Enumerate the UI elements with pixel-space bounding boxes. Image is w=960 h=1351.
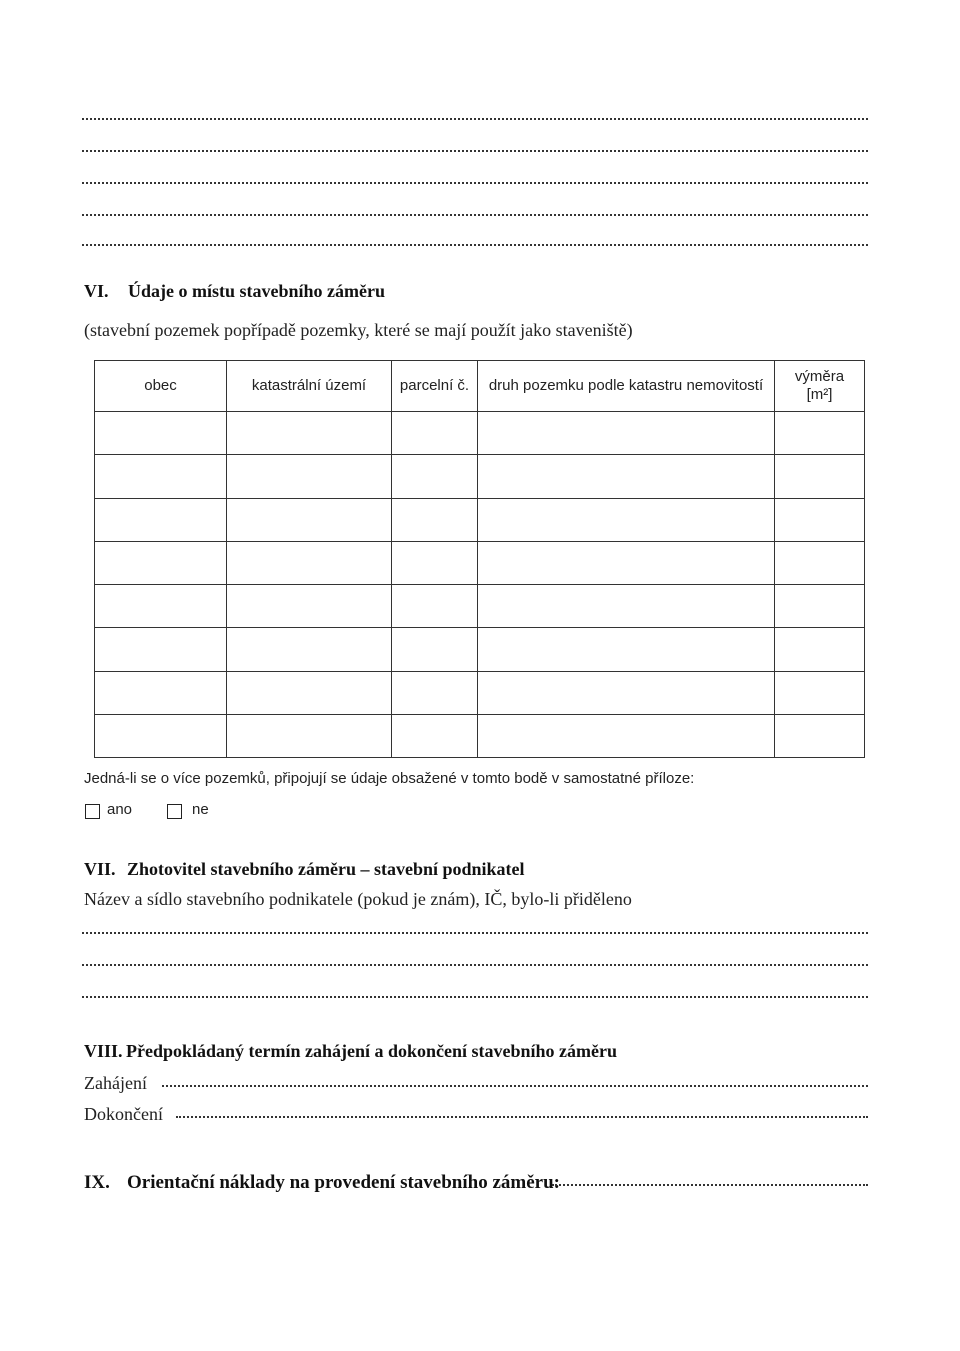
cell-municipality[interactable]: [95, 541, 227, 584]
cell-land-type[interactable]: [478, 498, 775, 541]
cell-area[interactable]: [775, 628, 865, 671]
plots-table: [94, 360, 865, 758]
table-row: [95, 714, 865, 757]
cell-cadastral-area[interactable]: [227, 498, 392, 541]
checkbox-ne[interactable]: [167, 804, 182, 819]
col-header-parcel-number: parcelní č.: [392, 361, 478, 412]
cell-cadastral-area[interactable]: [227, 455, 392, 498]
answer-line[interactable]: [82, 244, 868, 246]
table-row: [95, 671, 865, 714]
checkbox-ne-label: ne: [192, 801, 209, 818]
cell-land-type[interactable]: [478, 455, 775, 498]
col-header-municipality: obec: [95, 361, 227, 412]
table-header-row: [95, 361, 865, 412]
section-7-prompt: Název a sídlo stavebního podnikatele (pokud je znám), IČ, bylo-li přiděleno: [84, 889, 632, 909]
end-date-field[interactable]: [176, 1116, 868, 1118]
cell-land-type[interactable]: [478, 412, 775, 455]
cell-parcel-number[interactable]: [392, 455, 478, 498]
answer-line[interactable]: [82, 150, 868, 152]
area-unit: [m²]: [806, 386, 833, 403]
table-row: [95, 455, 865, 498]
col-header-area: [775, 361, 865, 412]
cell-land-type[interactable]: [478, 585, 775, 628]
section-title: Orientační náklady na provedení stavebního záměru:: [127, 1172, 560, 1193]
cell-cadastral-area[interactable]: [227, 585, 392, 628]
section-title: Předpokládaný termín zahájení a dokončení stavebního záměru: [126, 1041, 618, 1061]
answer-line[interactable]: [82, 964, 868, 966]
section-6-heading: [84, 281, 385, 302]
answer-line[interactable]: [82, 214, 868, 216]
section-8-heading: [84, 1041, 617, 1062]
cell-municipality[interactable]: [95, 455, 227, 498]
estimated-costs-field[interactable]: [552, 1184, 868, 1186]
multiple-plots-note: Jedná-li se o více pozemků, připojují se údaje obsažené v tomto bodě v samostatné příloze:: [84, 770, 695, 787]
table-row: [95, 628, 865, 671]
cell-area[interactable]: [775, 585, 865, 628]
table-row: [95, 412, 865, 455]
cell-parcel-number[interactable]: [392, 671, 478, 714]
cell-municipality[interactable]: [95, 628, 227, 671]
cell-parcel-number[interactable]: [392, 585, 478, 628]
answer-line[interactable]: [82, 118, 868, 120]
cell-municipality[interactable]: [95, 498, 227, 541]
cell-cadastral-area[interactable]: [227, 714, 392, 757]
section-number: VI.: [84, 281, 109, 301]
end-date-label: Dokončení: [84, 1104, 163, 1124]
section-number: IX.: [84, 1172, 110, 1193]
checkbox-ano[interactable]: [85, 804, 100, 819]
table-row: [95, 498, 865, 541]
answer-line[interactable]: [82, 932, 868, 934]
section-title: Údaje o místu stavebního záměru: [128, 281, 385, 301]
cell-land-type[interactable]: [478, 714, 775, 757]
cell-parcel-number[interactable]: [392, 498, 478, 541]
section-number: VII.: [84, 859, 116, 879]
cell-parcel-number[interactable]: [392, 541, 478, 584]
cell-cadastral-area[interactable]: [227, 541, 392, 584]
cell-area[interactable]: [775, 455, 865, 498]
start-date-field[interactable]: [162, 1085, 868, 1087]
table-row: [95, 585, 865, 628]
cell-parcel-number[interactable]: [392, 412, 478, 455]
cell-cadastral-area[interactable]: [227, 628, 392, 671]
cell-area[interactable]: [775, 714, 865, 757]
answer-line[interactable]: [82, 996, 868, 998]
answer-line[interactable]: [82, 182, 868, 184]
section-6-subtitle: (stavební pozemek popřípadě pozemky, které se mají použít jako staveniště): [84, 320, 633, 340]
cell-area[interactable]: [775, 671, 865, 714]
area-label: výměra: [794, 368, 845, 385]
cell-parcel-number[interactable]: [392, 628, 478, 671]
cell-area[interactable]: [775, 412, 865, 455]
cell-land-type[interactable]: [478, 628, 775, 671]
section-number: VIII.: [84, 1041, 123, 1061]
col-header-cadastral-area: katastrální území: [227, 361, 392, 412]
cell-municipality[interactable]: [95, 585, 227, 628]
section-title: Zhotovitel stavebního záměru – stavební podnikatel: [127, 859, 525, 879]
cell-area[interactable]: [775, 498, 865, 541]
section-7-heading: [84, 859, 525, 880]
cell-municipality[interactable]: [95, 714, 227, 757]
col-header-land-type: druh pozemku podle katastru nemovitostí: [478, 361, 775, 412]
cell-land-type[interactable]: [478, 541, 775, 584]
cell-parcel-number[interactable]: [392, 714, 478, 757]
section-9-heading: [84, 1172, 560, 1194]
cell-cadastral-area[interactable]: [227, 671, 392, 714]
cell-land-type[interactable]: [478, 671, 775, 714]
checkbox-ano-label: ano: [107, 801, 133, 818]
cell-area[interactable]: [775, 541, 865, 584]
cell-municipality[interactable]: [95, 671, 227, 714]
cell-municipality[interactable]: [95, 412, 227, 455]
cell-cadastral-area[interactable]: [227, 412, 392, 455]
table-row: [95, 541, 865, 584]
start-date-label: Zahájení: [84, 1073, 147, 1093]
